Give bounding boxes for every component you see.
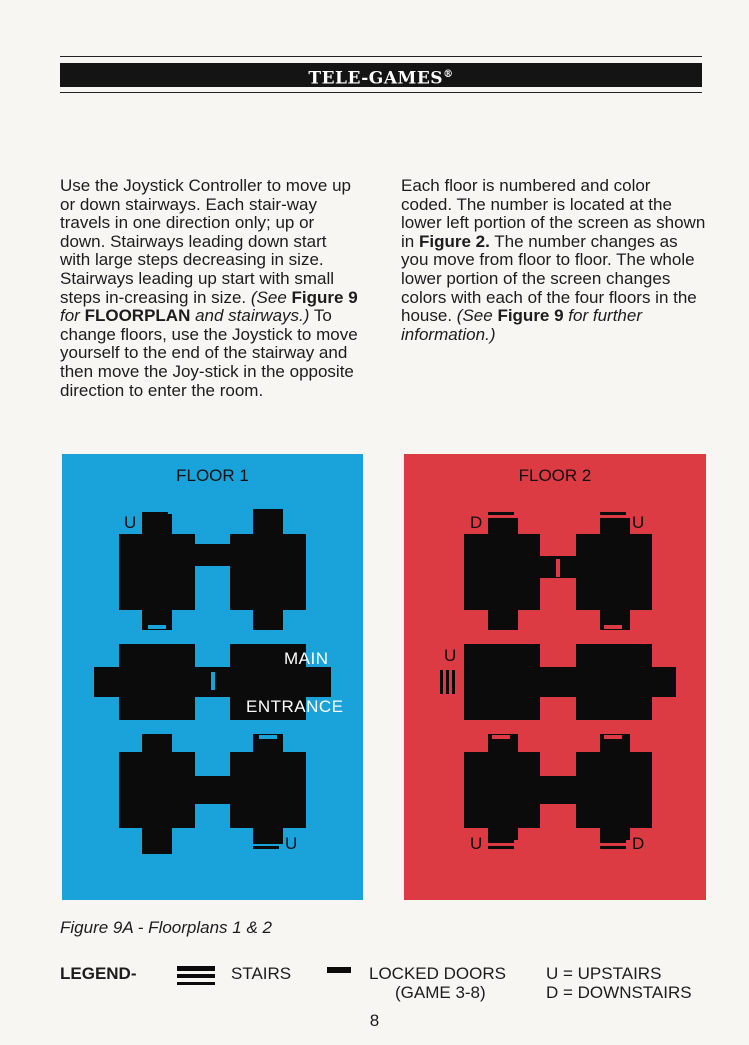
locked-door <box>211 672 215 690</box>
see-text-right: (See <box>456 306 493 326</box>
stairs-icon <box>177 966 215 985</box>
main-label: MAIN <box>284 649 329 668</box>
floor-2-stair-bottom-left-label: U <box>470 834 483 853</box>
left-paragraph-2: To change floors, use the Joystick to move yourself to the end of the stairway and then move the Joy-stick in the opposite direction to enter the room. <box>60 306 358 400</box>
registered-mark: ® <box>443 69 454 80</box>
entrance-label: ENTRANCE <box>246 697 344 716</box>
stairs-icon <box>446 670 449 694</box>
bottom-rule <box>60 92 702 93</box>
stairs-icon <box>600 834 626 852</box>
room <box>253 734 283 844</box>
room <box>552 667 676 697</box>
legend-stairs: STAIRS <box>231 964 292 983</box>
floor-1-title: FLOOR 1 <box>176 466 249 485</box>
legend-game-range: (GAME 3-8) <box>395 983 486 1002</box>
header-bar <box>60 63 702 87</box>
room <box>464 667 564 697</box>
stairs-icon <box>440 670 443 694</box>
right-paragraph-2: The number changes as you move from floor to floor. The whole lower portion of the screen changes colors with each of the four floors in the house. <box>401 231 697 326</box>
for-text: for <box>60 306 80 326</box>
legend-downstairs: D = DOWNSTAIRS <box>546 983 692 1002</box>
locked-door <box>259 735 277 739</box>
room <box>600 734 630 840</box>
room <box>600 518 630 630</box>
floor-1-stair-bottom-label: U <box>285 834 298 853</box>
floor-2-stair-top-left-label: D <box>470 513 483 532</box>
room <box>488 518 518 630</box>
stairs-icon <box>488 834 514 852</box>
floor-2-stair-bottom-right-label: D <box>632 834 645 853</box>
legend-upstairs: U = UPSTAIRS <box>546 964 662 983</box>
figure-9-ref: Figure 9 <box>291 287 358 307</box>
page-number: 8 <box>369 1011 380 1030</box>
room <box>488 734 518 840</box>
floorplan-ref: FLOORPLAN <box>84 306 191 326</box>
locked-door <box>604 625 622 629</box>
room <box>142 514 172 630</box>
figure-2-ref: Figure 2. <box>418 231 490 251</box>
left-paragraph-1: Use the Joystick Controller to move up or down stairways. Each stair-way travels in one direction only; up or down. Stairways leading down start with large steps decreasing in size. Stairways leading up start with small steps in-creasing in size. <box>60 176 352 307</box>
room <box>253 509 283 630</box>
floor-1-panel <box>62 454 363 900</box>
floor-2-stair-top-right-label: U <box>632 513 645 532</box>
floor-2-title: FLOOR 2 <box>518 466 592 485</box>
locked-door-icon <box>327 967 351 973</box>
figure-9-ref-right: Figure 9 <box>497 306 564 326</box>
floor-2-stair-left-label: U <box>444 646 457 665</box>
stairs-icon <box>488 512 514 530</box>
right-paragraph-1: Each floor is numbered and color coded. The number is located at the lower left portion of the screen as shown in <box>401 176 706 251</box>
legend-locked-doors: LOCKED DOORS <box>369 964 506 983</box>
floor-1-stair-top-label: U <box>124 513 137 532</box>
stairs-icon <box>600 512 626 530</box>
room <box>142 734 172 854</box>
stairs-icon <box>142 512 168 530</box>
and-stairways-text: and stairways.) <box>195 306 310 326</box>
corridor <box>172 544 253 566</box>
figure-caption: Figure 9A - Floorplans 1 & 2 <box>60 918 272 937</box>
locked-door <box>492 735 510 739</box>
locked-door <box>556 559 560 577</box>
room <box>205 667 331 697</box>
top-rule <box>60 56 702 57</box>
body-right <box>401 177 706 344</box>
stairs-icon <box>253 834 279 852</box>
header-title: TELE-GAMES <box>308 68 444 89</box>
body-left <box>60 177 360 400</box>
see-text: (See <box>250 287 287 307</box>
floor-2-panel <box>404 454 706 900</box>
stairs-icon <box>452 670 455 694</box>
locked-door <box>604 735 622 739</box>
locked-door <box>148 625 166 629</box>
room <box>94 667 220 697</box>
corridor <box>540 776 576 804</box>
corridor <box>172 776 253 804</box>
further-info-text: for further information.) <box>401 306 642 344</box>
legend-title: LEGEND- <box>60 964 137 983</box>
